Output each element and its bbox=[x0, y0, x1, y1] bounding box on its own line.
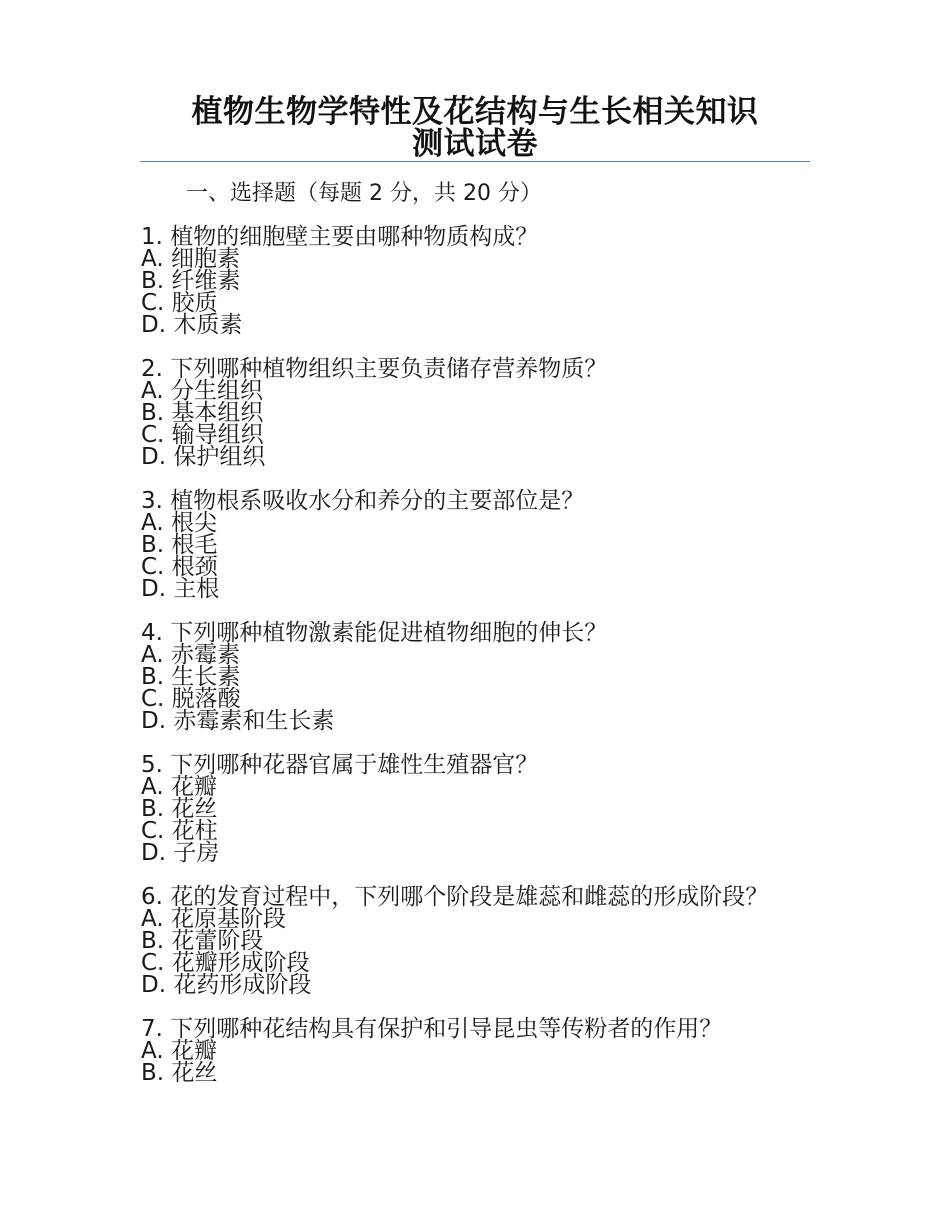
question-stem: 4. 下列哪种植物激素能促进植物细胞的伸长？ bbox=[141, 620, 608, 646]
document-title bbox=[140, 96, 810, 160]
question-3 bbox=[141, 490, 791, 600]
option-a: A. 赤霉素 bbox=[141, 642, 240, 668]
question-1 bbox=[141, 226, 791, 336]
question-stem: 7. 下列哪种花结构具有保护和引导昆虫等传粉者的作用？ bbox=[141, 1016, 723, 1042]
option-a: A. 分生组织 bbox=[141, 378, 263, 404]
option-b: B. 根毛 bbox=[141, 532, 218, 558]
question-2 bbox=[141, 358, 791, 468]
question-5 bbox=[141, 754, 791, 864]
option-d: D. 子房 bbox=[141, 840, 220, 866]
option-b: B. 生长素 bbox=[141, 664, 241, 690]
document-title-line-1: 植物生物学特性及花结构与生长相关知识 bbox=[191, 94, 759, 130]
option-b: B. 纤维素 bbox=[141, 268, 241, 294]
option-b: B. 基本组织 bbox=[141, 400, 264, 426]
option-a: A. 根尖 bbox=[141, 510, 217, 536]
option-d: D. 赤霉素和生长素 bbox=[141, 708, 335, 734]
option-b: B. 花蕾阶段 bbox=[141, 928, 264, 954]
question-list bbox=[141, 226, 791, 1106]
option-b: B. 花丝 bbox=[141, 796, 218, 822]
option-a: A. 花瓣 bbox=[141, 1038, 217, 1064]
option-d: D. 主根 bbox=[141, 576, 220, 602]
option-c: C. 根颈 bbox=[141, 554, 218, 580]
question-stem: 5. 下列哪种花器官属于雄性生殖器官？ bbox=[141, 752, 539, 778]
option-c: C. 输导组织 bbox=[141, 422, 264, 448]
option-d: D. 木质素 bbox=[141, 312, 243, 338]
question-stem: 1. 植物的细胞壁主要由哪种物质构成？ bbox=[141, 224, 539, 250]
question-stem: 3. 植物根系吸收水分和养分的主要部位是？ bbox=[141, 488, 585, 514]
option-c: C. 脱落酸 bbox=[141, 686, 241, 712]
title-underline bbox=[140, 161, 810, 162]
option-c: C. 花柱 bbox=[141, 818, 218, 844]
option-c: C. 胶质 bbox=[141, 290, 218, 316]
question-stem: 6. 花的发育过程中，下列哪个阶段是雄蕊和雌蕊的形成阶段？ bbox=[141, 884, 769, 910]
section-heading: 一、选择题（每题 2 分，共 20 分） bbox=[186, 181, 542, 206]
option-a: A. 花原基阶段 bbox=[141, 906, 286, 932]
option-b: B. 花丝 bbox=[141, 1060, 218, 1086]
question-4 bbox=[141, 622, 791, 732]
question-7 bbox=[141, 1018, 791, 1084]
question-6 bbox=[141, 886, 791, 996]
question-stem: 2. 下列哪种植物组织主要负责储存营养物质？ bbox=[141, 356, 608, 382]
option-d: D. 保护组织 bbox=[141, 444, 266, 470]
option-d: D. 花药形成阶段 bbox=[141, 972, 312, 998]
option-c: C. 花瓣形成阶段 bbox=[141, 950, 310, 976]
option-a: A. 细胞素 bbox=[141, 246, 240, 272]
option-a: A. 花瓣 bbox=[141, 774, 217, 800]
document-title-line-2: 测试试卷 bbox=[412, 126, 538, 162]
